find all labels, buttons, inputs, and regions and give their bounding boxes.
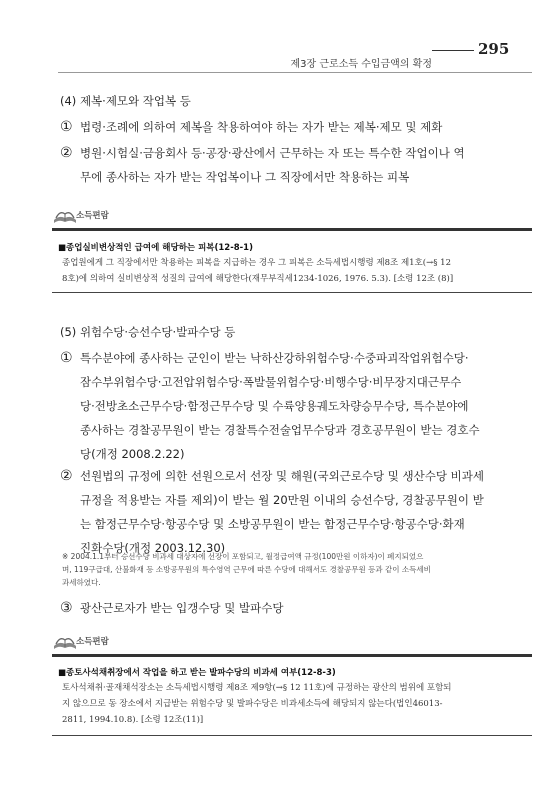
box-top-bar [52, 654, 532, 657]
item-line: 병원·시험실·금융회사 등·공장·광산에서 근무하는 자 또는 특수한 작업이나 역 [80, 146, 465, 160]
item-line: 진화수당(개정 2003.12.30) [80, 541, 226, 555]
reference-label: 소득편람 [76, 211, 109, 221]
reference-line: 토사석채취·골재채석장소는 소득세법시행령 제8조 제9항(→§ 12 11호)에 규정하는 광산의 범위에 포함되 [62, 683, 452, 693]
reference-line: 종업원에게 그 직장에서만 착용하는 피복을 지급하는 경우 그 피복은 소득세법시행령 제8조 제1호(→§ 12 [62, 258, 451, 268]
page-number: 295 [478, 40, 510, 58]
item-line: 당(개정 2008.2.22) [80, 447, 185, 461]
item-number: ③ [60, 600, 73, 616]
item-line: 종사하는 경찰공무원이 받는 경찰특수전술업무수당과 경호공무원이 받는 경호수 [80, 423, 480, 437]
item-line: 잠수부위험수당·고전압위험수당·폭발물위험수당·비행수당·비무장지대근무수 [80, 375, 462, 389]
footnote-line: 과세하였다. [62, 578, 101, 587]
box-bottom-rule [52, 292, 532, 293]
header-line [432, 50, 474, 51]
list-item [60, 141, 506, 189]
item-line: 광산근로자가 받는 입갱수당 및 발파수당 [80, 601, 284, 615]
section-title-uniforms: (4) 제복·제모와 작업복 등 [60, 94, 191, 108]
reference-line: 2811, 1994.10.8). [소령 12조(11)] [62, 715, 204, 725]
item-number: ① [60, 350, 73, 366]
section-title-hazard-allowance: (5) 위험수당·승선수당·발파수당 등 [60, 325, 236, 339]
book-icon [52, 630, 78, 652]
header-rule [58, 72, 532, 73]
item-line: 규정을 적용받는 자를 제외)이 받는 월 20만원 이내의 승선수당, 경찰공무원이 받 [80, 493, 484, 507]
list-item [60, 596, 506, 620]
box-top-bar [52, 228, 532, 231]
item-line: 당·전방초소근무수당·함정근무수당 및 수륙양용궤도차량승무수당, 특수분야에 [80, 399, 469, 413]
footnote-line: 며, 119구급대, 산불화재 등 소방공무원의 특수영역 근무에 따른 수당에 대해서도 경찰공무원 등과 같이 소득세비 [62, 565, 431, 574]
item-line: 는 함정근무수당·항공수당 및 소방공무원이 받는 함정근무수당·항공수당·화재 [80, 517, 465, 531]
reference-body [62, 680, 502, 728]
book-icon [52, 204, 78, 226]
item-line: 법령·조례에 의하여 제복을 착용하여야 하는 자가 받는 제복·제모 및 제화 [80, 120, 443, 134]
item-line: 선원법의 규정에 의한 선원으로서 선장 및 해원(국외근로수당 및 생산수당 비과세 [80, 469, 484, 483]
reference-body [62, 255, 502, 287]
box-bottom-rule [52, 735, 532, 736]
item-line: 특수분야에 종사하는 군인이 받는 낙하산강하위험수당·수중파괴작업위험수당· [80, 351, 469, 365]
list-item [60, 346, 506, 466]
chapter-title: 제3장 근로소득 수입금액의 확정 [290, 59, 432, 70]
footnote [62, 550, 506, 589]
reference-title: ■종업실비변상적인 급여에 해당하는 피복(12-8-1) [58, 243, 253, 253]
item-line: 무에 종사하는 자가 받는 작업복이나 그 직장에서만 착용하는 피복 [80, 170, 410, 184]
list-item [60, 464, 506, 560]
reference-title: ■종토사석채취장에서 작업을 하고 받는 발파수당의 비과세 여부(12-8-3) [58, 668, 336, 678]
reference-line: 8호)에 의하여 실비변상적 성질의 급여에 해당한다(재무부직세1234-1026, 1976. 5.3). [소령 12조 (8)] [62, 274, 454, 284]
reference-label: 소득편람 [76, 637, 109, 647]
item-number: ② [60, 145, 73, 161]
item-number: ② [60, 468, 73, 484]
footnote-line: ※ 2004.1.1부터 승선수당 비과세 대상자에 선장이 포함되고, 월정급여액 규정(100만원 이하자)이 폐지되었으 [62, 552, 424, 561]
item-number: ① [60, 119, 73, 135]
reference-line: 지 않으므로 동 장소에서 지급받는 위험수당 및 발파수당은 비과세소득에 해당되지 않는다(법인46013- [62, 699, 443, 709]
list-item [60, 115, 506, 139]
